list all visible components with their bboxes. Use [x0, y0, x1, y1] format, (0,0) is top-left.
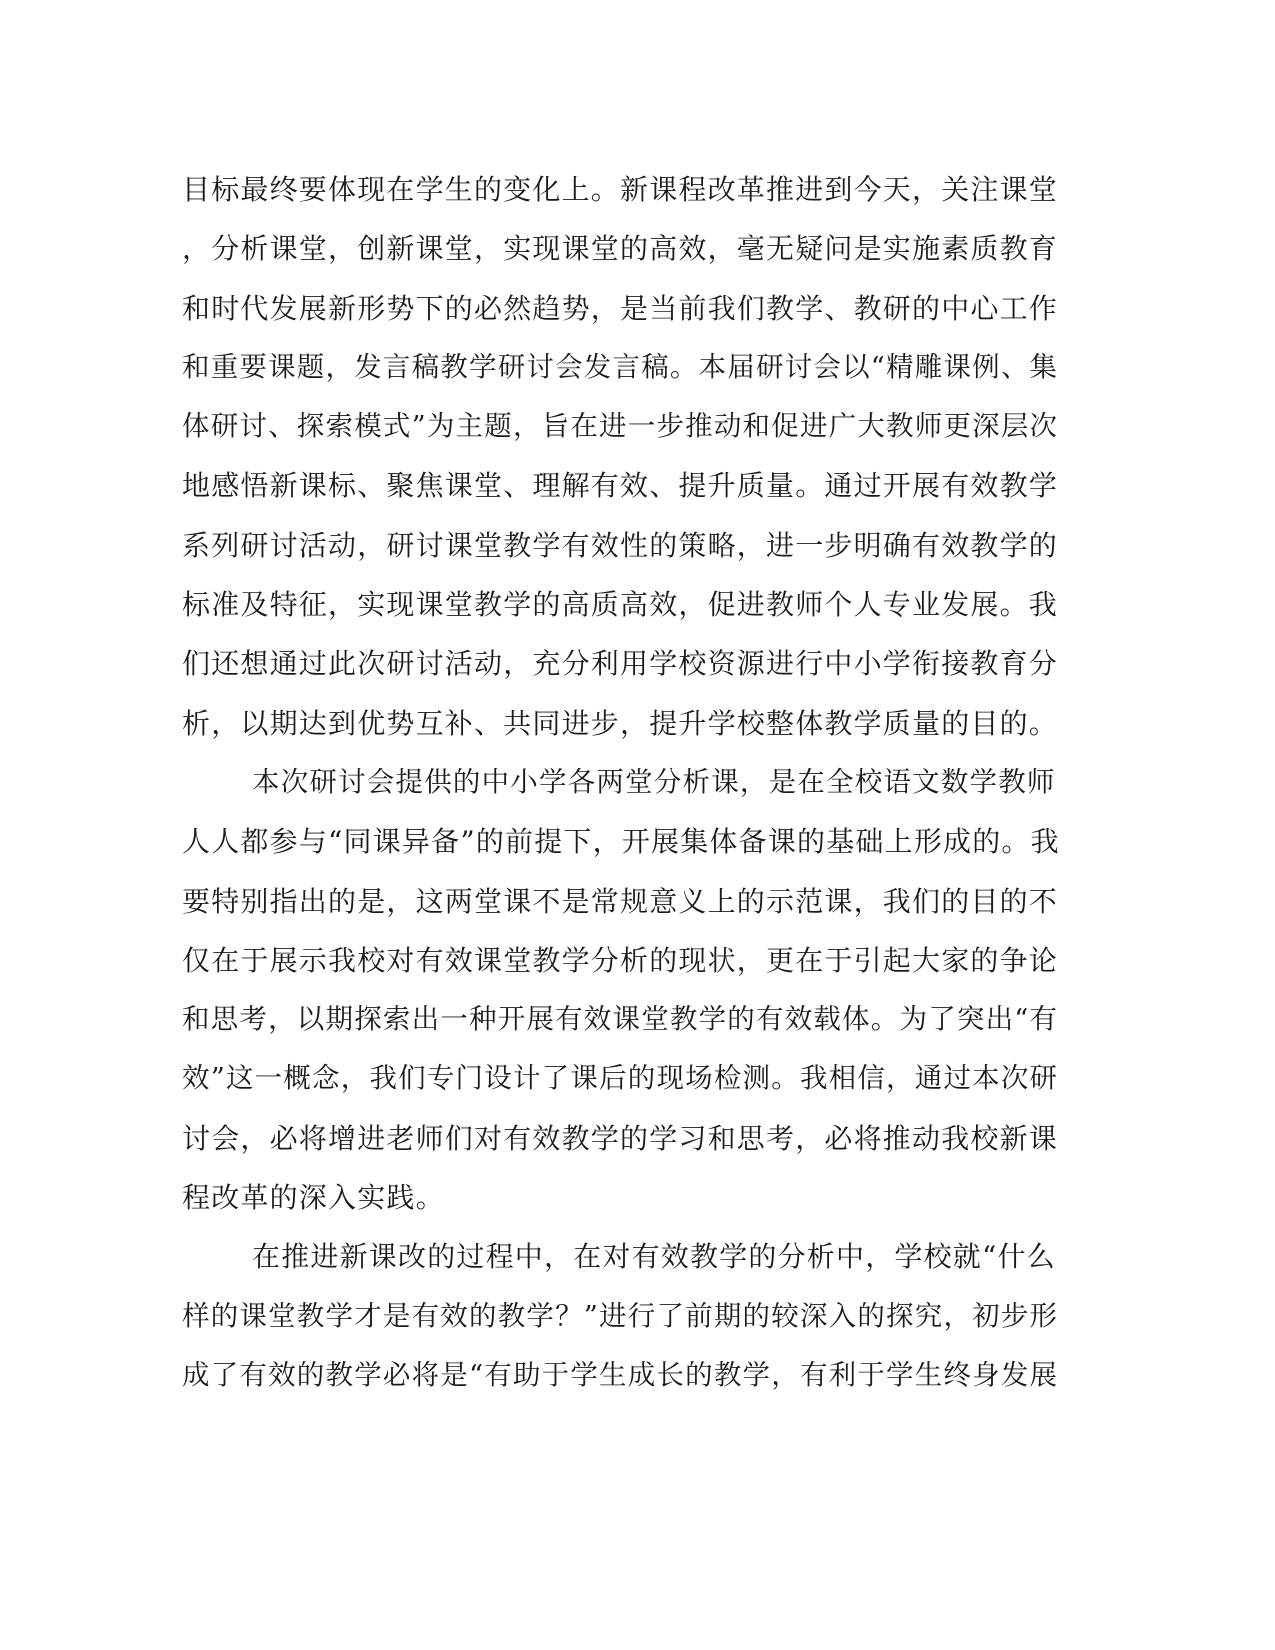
text-line: 讨会，必将增进老师们对有效教学的学习和思考，必将推动我校新课: [182, 1121, 1059, 1155]
text-line: 标准及特征，实现课堂教学的高质高效，促进教师个人专业发展。我: [182, 588, 1059, 622]
text-line: 效”这一概念，我们专门设计了课后的现场检测。我相信，通过本次研: [182, 1062, 1059, 1095]
text-line: 人人都参与“同课异备”的前提下，开展集体备课的基础上形成的。我: [182, 825, 1060, 859]
paragraph-start-line: 本次研讨会提供的中小学各两堂分析课，是在全校语文数学教师: [252, 765, 1056, 798]
text-line: 地感悟新课标、聚焦课堂、理解有效、提升质量。通过开展有效教学: [182, 469, 1059, 503]
text-line: 析，以期达到优势互补、共同进步，提升学校整体教学质量的目的。: [182, 706, 1059, 740]
text-line: 们还想通过此次研讨活动，充分利用学校资源进行中小学衔接教育分: [182, 647, 1059, 681]
text-line: 成了有效的教学必将是“有助于学生成长的教学，有利于学生终身发展: [182, 1358, 1059, 1391]
body-text: [182, 160, 1062, 1405]
text-line: 程改革的深入实践。: [182, 1181, 445, 1215]
text-line: 要特别指出的是，这两堂课不是常规意义上的示范课，我们的目的不: [182, 884, 1059, 918]
text-line: ，分析课堂，创新课堂，实现课堂的高效，毫无疑问是实施素质教育: [182, 232, 1059, 266]
paragraph-start-line: 在推进新课改的过程中，在对有效教学的分析中，学校就“什么: [252, 1240, 1056, 1274]
text-line: 目标最终要体现在学生的变化上。新课程改革推进到今天，关注课堂: [182, 173, 1059, 206]
text-line: 体研讨、探索模式”为主题，旨在进一步推动和促进广大教师更深层次: [182, 410, 1059, 443]
text-line: 和思考，以期探索出一种开展有效课堂教学的有效载体。为了突出“有: [182, 1003, 1059, 1036]
text-line: 样的课堂教学才是有效的教学？”进行了前期的较深入的探究，初步形: [182, 1299, 1059, 1332]
text-line: 系列研讨活动，研讨课堂教学有效性的策略，进一步明确有效教学的: [182, 528, 1059, 562]
text-line: 仅在于展示我校对有效课堂教学分析的现状，更在于引起大家的争论: [182, 943, 1059, 977]
text-line: 和时代发展新形势下的必然趋势，是当前我们教学、教研的中心工作: [182, 291, 1059, 325]
text-line: 和重要课题，发言稿教学研讨会发言稿。本届研讨会以“精雕课例、集: [182, 350, 1059, 383]
